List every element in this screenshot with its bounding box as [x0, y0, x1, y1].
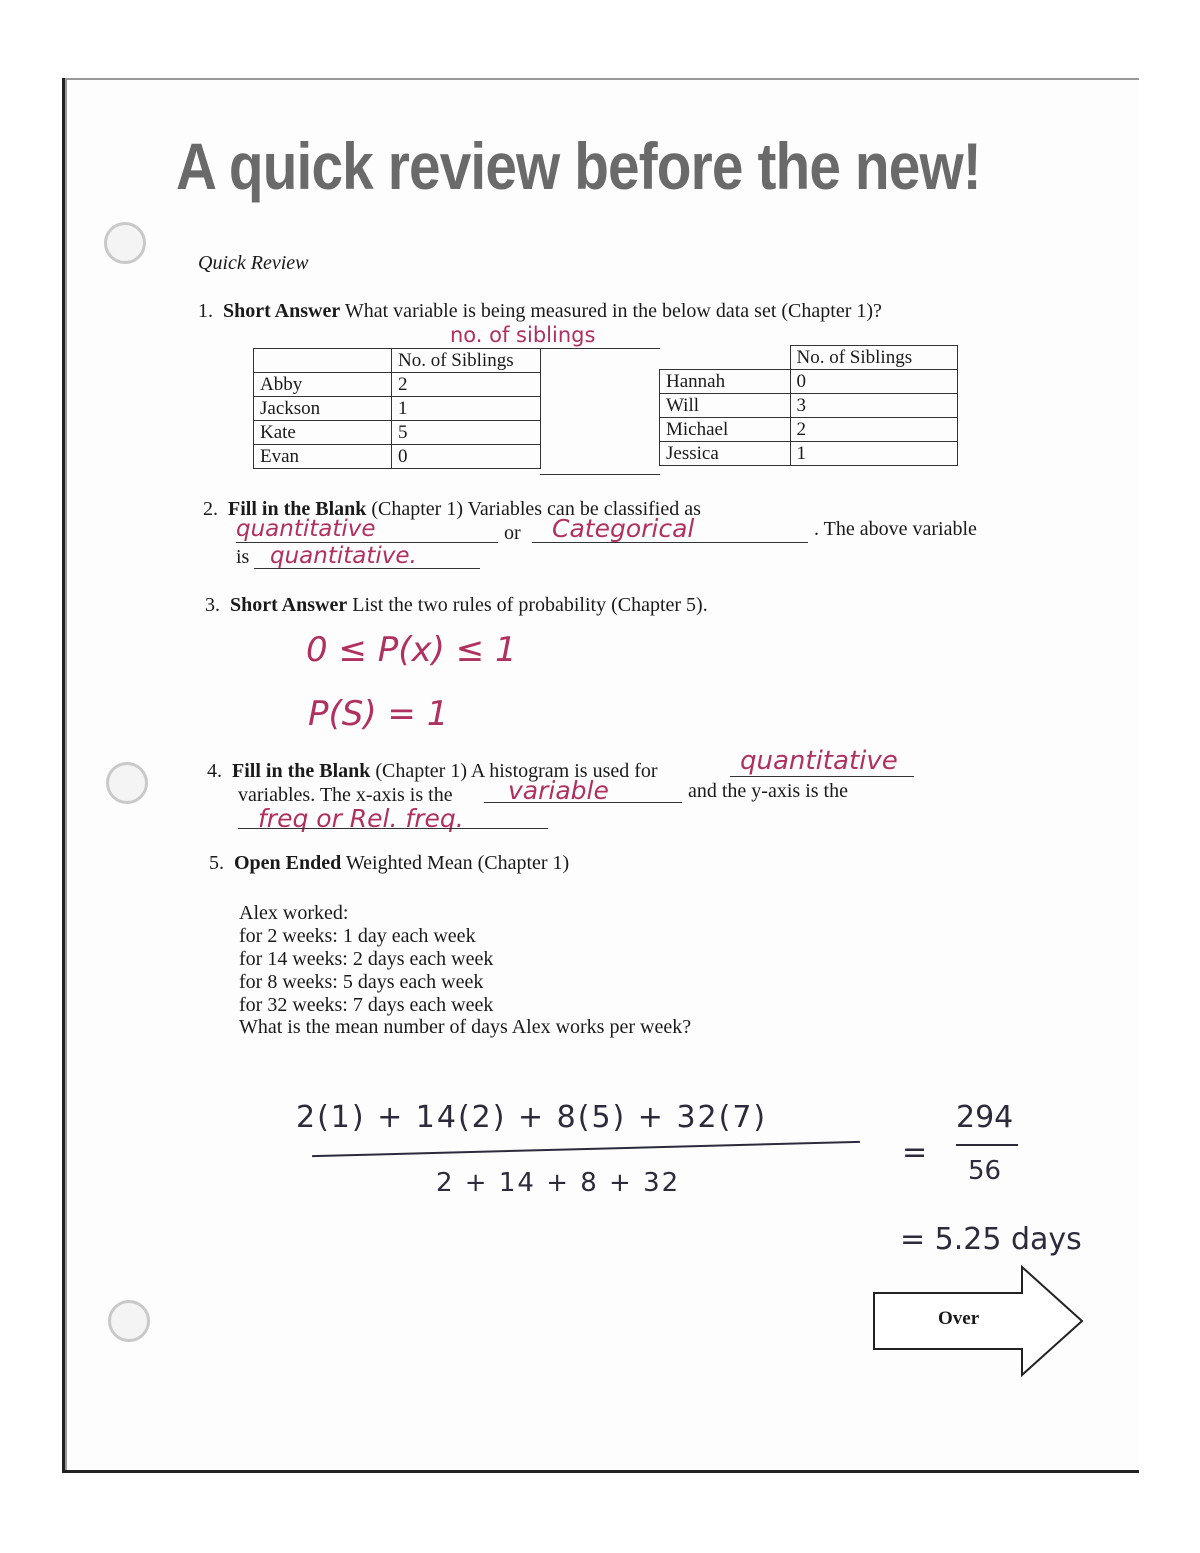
answer-2c: quantitative. [270, 543, 417, 569]
punch-hole [106, 762, 148, 804]
work-denominator: 2 + 14 + 8 + 32 [436, 1168, 681, 1198]
result-fraction-bar [956, 1144, 1018, 1146]
question-4: 4. Fill in the Blank (Chapter 1) A histogram is used for [207, 760, 658, 782]
punch-hole [108, 1300, 150, 1342]
table-cell [660, 346, 791, 370]
table-cell: Jessica [660, 442, 791, 466]
blank-line [238, 828, 548, 829]
table-gap [540, 348, 660, 475]
blank-line [254, 568, 480, 569]
table-cell: Evan [254, 445, 392, 469]
q5-line-3: for 14 weeks: 2 days each week [239, 948, 494, 970]
over-label: Over [938, 1308, 980, 1329]
question-2: 2. Fill in the Blank (Chapter 1) Variables can be classified as [203, 498, 701, 520]
answer-3a: 0 ≤ P(x) ≤ 1 [306, 630, 517, 670]
question-3: 3. Short Answer List the two rules of probability (Chapter 5). [205, 594, 708, 616]
punch-hole [104, 222, 146, 264]
table-cell [254, 349, 392, 373]
table-cell: 2 [392, 373, 541, 397]
question-5: 5. Open Ended Weighted Mean (Chapter 1) [209, 852, 570, 874]
table-header: No. of Siblings [392, 349, 541, 373]
table-cell: 1 [392, 397, 541, 421]
work-result-numerator: 294 [956, 1100, 1014, 1135]
q5-line-5: for 32 weeks: 7 days each week [239, 994, 494, 1016]
table-cell: 2 [790, 418, 958, 442]
text-or: or [504, 522, 521, 544]
section-heading: Quick Review [198, 252, 309, 274]
table-cell: 0 [392, 445, 541, 469]
answer-3b: P(S) = 1 [308, 694, 449, 734]
answer-2a: quantitative [236, 516, 376, 542]
table-header: No. of Siblings [790, 346, 958, 370]
text-is: is [236, 546, 250, 568]
text-x-axis: variables. The x-axis is the [238, 784, 453, 806]
work-result-denominator: 56 [968, 1156, 1002, 1186]
q5-line-6: What is the mean number of days Alex works per week? [239, 1016, 692, 1038]
table-cell: Will [660, 394, 791, 418]
table-cell: Kate [254, 421, 392, 445]
table-cell: 5 [392, 421, 541, 445]
table-cell: 3 [790, 394, 958, 418]
work-numerator: 2(1) + 14(2) + 8(5) + 32(7) [296, 1100, 768, 1135]
table-cell: Hannah [660, 370, 791, 394]
table-cell: Michael [660, 418, 791, 442]
siblings-table-left [253, 348, 541, 469]
table-cell: 1 [790, 442, 958, 466]
text-y-axis: and the y-axis is the [688, 780, 848, 802]
text-above-variable: . The above variable [814, 518, 977, 540]
answer-4a: quantitative [740, 746, 898, 776]
q5-line-4: for 8 weeks: 5 days each week [239, 971, 484, 993]
work-equals: = [902, 1135, 928, 1170]
blank-line [730, 776, 914, 777]
table-cell: Abby [254, 373, 392, 397]
siblings-table-right [659, 345, 958, 466]
blank-line [484, 802, 682, 803]
q5-line-2: for 2 weeks: 1 day each week [239, 925, 476, 947]
answer-4b: variable [508, 776, 609, 805]
blank-line [532, 542, 808, 543]
page-title: A quick review before the new! [176, 129, 981, 203]
table-cell: Jackson [254, 397, 392, 421]
answer-1: no. of siblings [450, 323, 596, 347]
question-1: 1. Short Answer What variable is being measured in the below data set (Chapter 1)? [198, 300, 882, 322]
answer-4c: freq or Rel. freq. [258, 804, 464, 833]
q5-line-1: Alex worked: [239, 902, 349, 924]
answer-2b: Categorical [552, 514, 695, 543]
work-final-answer: = 5.25 days [900, 1222, 1082, 1257]
table-cell: 0 [790, 370, 958, 394]
